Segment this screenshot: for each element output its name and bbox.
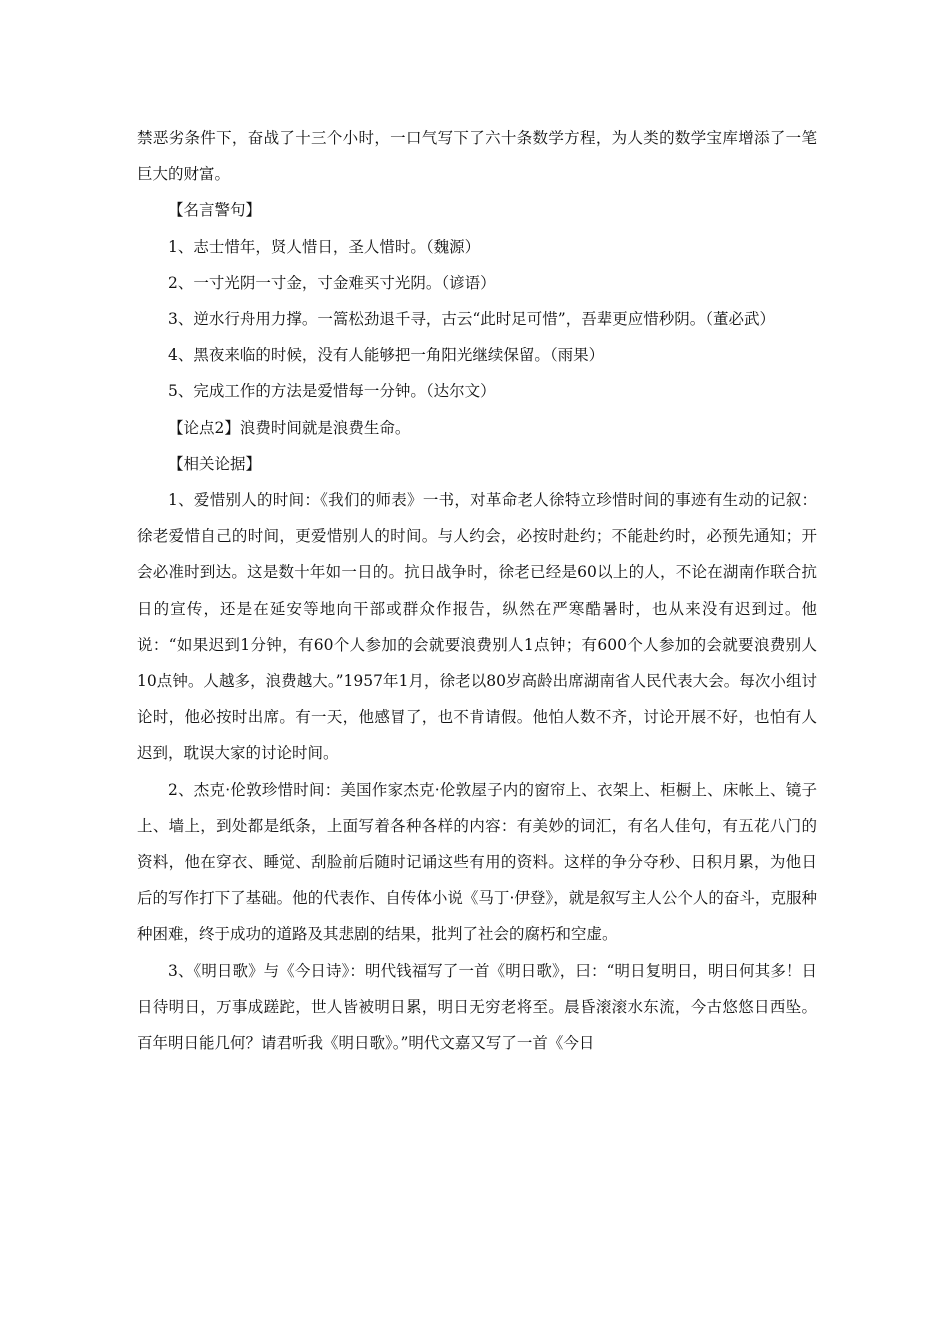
quote-item: 3、逆水行舟用力撑。一篙松劲退千寻，古云“此时足可惜”，吾辈更应惜秒阴。（董必武） xyxy=(168,310,775,329)
quote-item: 1、志士惜年，贤人惜日，圣人惜时。（魏源） xyxy=(168,237,481,256)
quote-item: 4、黑夜来临的时候，没有人能够把一角阳光继续保留。（雨果） xyxy=(168,346,605,365)
document-body xyxy=(137,120,817,1061)
evidence-paragraph: 3、《明日歌》与《今日诗》：明代钱福写了一首《明日歌》，曰：“明日复明日，明日何其多！日日待明日，万事成蹉跎，世人皆被明日累，明日无穷老将至。晨昏滚滚水东流，今古悠悠日西坠。百年明日能几何？请君听我《明日歌》。”明代文嘉又写了一首《今日 xyxy=(137,961,817,1053)
section-heading-evidence: 【相关论据】 xyxy=(168,454,262,473)
section-heading-quotes: 【名言警句】 xyxy=(168,201,262,220)
paragraph-continuation: 禁恶劣条件下，奋战了十三个小时，一口气写下了六十条数学方程，为人类的数学宝库增添了一笔巨大的财富。 xyxy=(137,129,817,184)
section-heading-point-2: 【论点2】浪费时间就是浪费生命。 xyxy=(168,418,411,437)
evidence-paragraph: 2、杰克·伦敦珍惜时间：美国作家杰克·伦敦屋子内的窗帘上、衣架上、柜橱上、床帐上、镜子上、墙上，到处都是纸条，上面写着各种各样的内容：有美妙的词汇，有名人佳句，有五花八门的资料，他在穿衣、睡觉、刮脸前后随时记诵这些有用的资料。这样的争分夺秒、日积月累，为他日后的写作打下了基础。他的代表作、自传体小说《马丁·伊登》，就是叙写主人公个人的奋斗，克服种种困难，终于成功的道路及其悲剧的结果，批判了社会的腐朽和空虚。 xyxy=(137,780,817,944)
quote-item: 2、一寸光阴一寸金，寸金难买寸光阴。（谚语） xyxy=(168,273,496,292)
evidence-paragraph: 1、爱惜别人的时间：《我们的师表》一书，对革命老人徐特立珍惜时间的事迹有生动的记叙：徐老爱惜自己的时间，更爱惜别人的时间。与人约会，必按时赴约；不能赴约时，必预先通知；开会必准时到达。这是数十年如一日的。抗日战争时，徐老已经是60以上的人，不论在湖南作联合抗日的宣传，还是在延安等地向干部或群众作报告，纵然在严寒酷暑时，也从来没有迟到过。他说：“如果迟到1分钟，有60个人参加的会就要浪费别人1点钟；有600个人参加的会就要浪费别人10点钟。人越多，浪费越大。”1957年1月，徐老以80岁高龄出席湖南省人民代表大会。每次小组讨论时，他必按时出席。有一天，他感冒了，也不肯请假。他怕人数不齐，讨论开展不好，也怕有人迟到，耽误大家的讨论时间。 xyxy=(137,491,817,763)
quote-item: 5、完成工作的方法是爱惜每一分钟。（达尔文） xyxy=(168,382,496,401)
